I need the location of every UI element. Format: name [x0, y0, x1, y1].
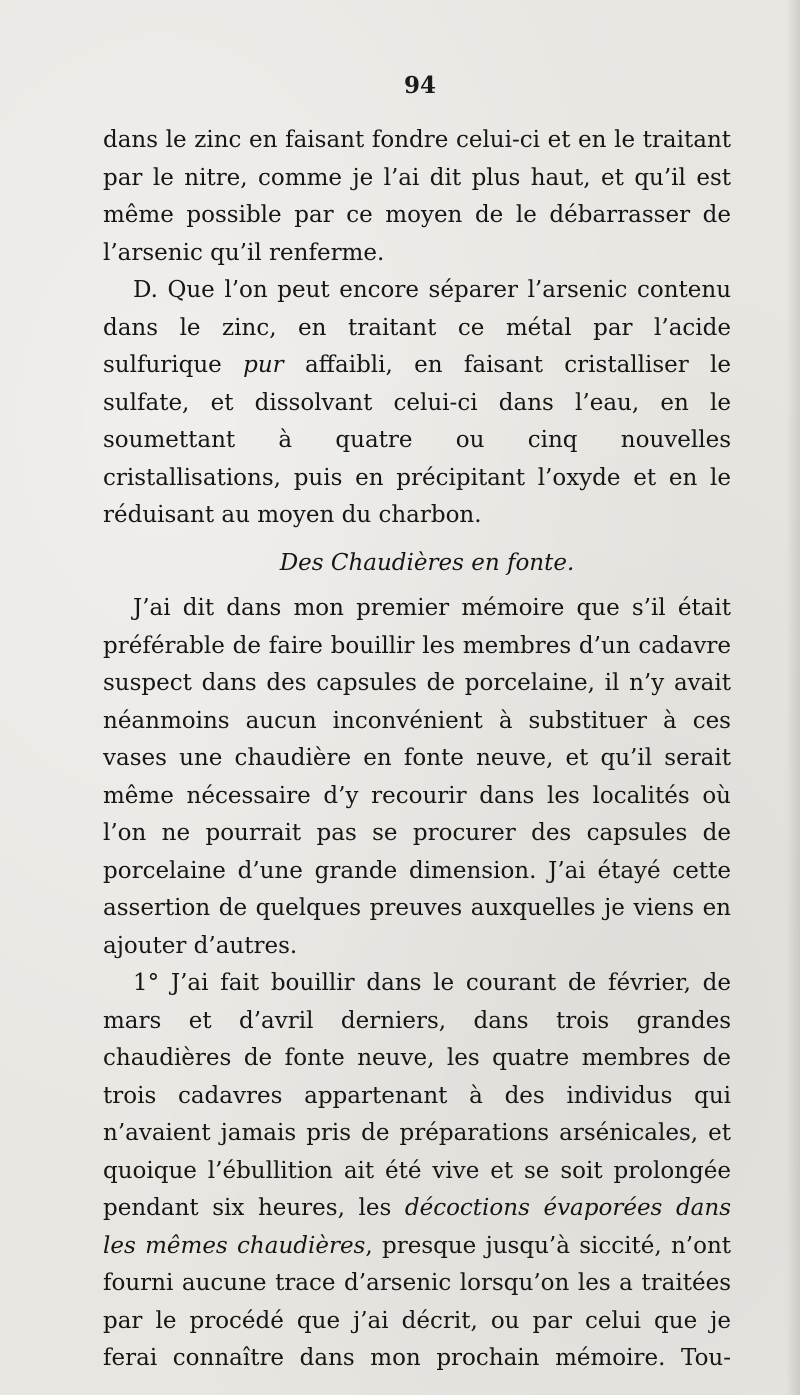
page-body — [103, 122, 731, 1378]
page-edge-shadow — [786, 0, 800, 1395]
paragraph-2 — [103, 272, 731, 535]
paragraph-1 — [103, 122, 731, 272]
paragraph-4-italic: décoctions évaporées dans les mêmes chaudières — [103, 1195, 731, 1259]
paragraph-1-text: dans le zinc en faisant fondre celui-ci et en le traitant par le nitre, comme je l’ai dit plus haut, et qu’il est même possible par ce moyen de le débarrasser de l’arsenic qu’il renferme. — [103, 127, 731, 266]
paragraph-4-text-b: , presque jusqu’à siccité, n’ont fourni aucune trace d’arsenic lorsqu’on les a traitées par le procédé que j’ai décrit, ou par celui que je ferai connaître dans mon prochain mémoire. Tou- — [103, 1232, 731, 1371]
paragraph-2-text-b: affaibli, en faisant cristalliser le sulfate, et dissolvant celui-ci dans l’eau, en le soumettant à quatre ou cinq nouvelles cristallisations, puis en précipitant l’oxyde et en le réduisant au moyen du charbon. — [103, 352, 732, 528]
section-heading: Des Chaudières en fonte. — [279, 549, 575, 576]
paragraph-2-text-a: Que l’on peut encore séparer l’arsenic contenu dans le zinc, en traitant ce métal par l’acide sulfurique — [103, 277, 732, 378]
paragraph-4-text-a: 1° J’ai fait bouillir dans le courant de février, de mars et d’avril derniers, dans trois grandes chaudières de fonte neuve, les quatre membres de trois cadavres appartenant à des individus qui n’avaient jamais pris de préparations arsénicales, et quoique l’ébullition ait été vive et se soit prolongée pendant six heures, les — [103, 970, 731, 1221]
paragraph-3 — [103, 590, 731, 965]
paragraph-2-label: D. — [133, 277, 158, 303]
paragraph-3-text: J’ai dit dans mon premier mémoire que s’il était préférable de faire bouillir les membres d’un cadavre suspect dans des capsules de porcelaine, il n’y avait néanmoins aucun inconvénient à substituer à ces vases une chaudière en fonte neuve, et qu’il serait même nécessaire d’y recourir dans les localités où l’on ne pourrait pas se procurer des capsules de porcelaine d’une grande dimension. J’ai étayé cette assertion de quelques preuves auxquelles je viens en ajouter d’autres. — [103, 595, 731, 959]
page-number: 94 — [403, 72, 436, 99]
paragraph-2-italic: pur — [243, 352, 284, 378]
paragraph-4 — [103, 965, 731, 1378]
